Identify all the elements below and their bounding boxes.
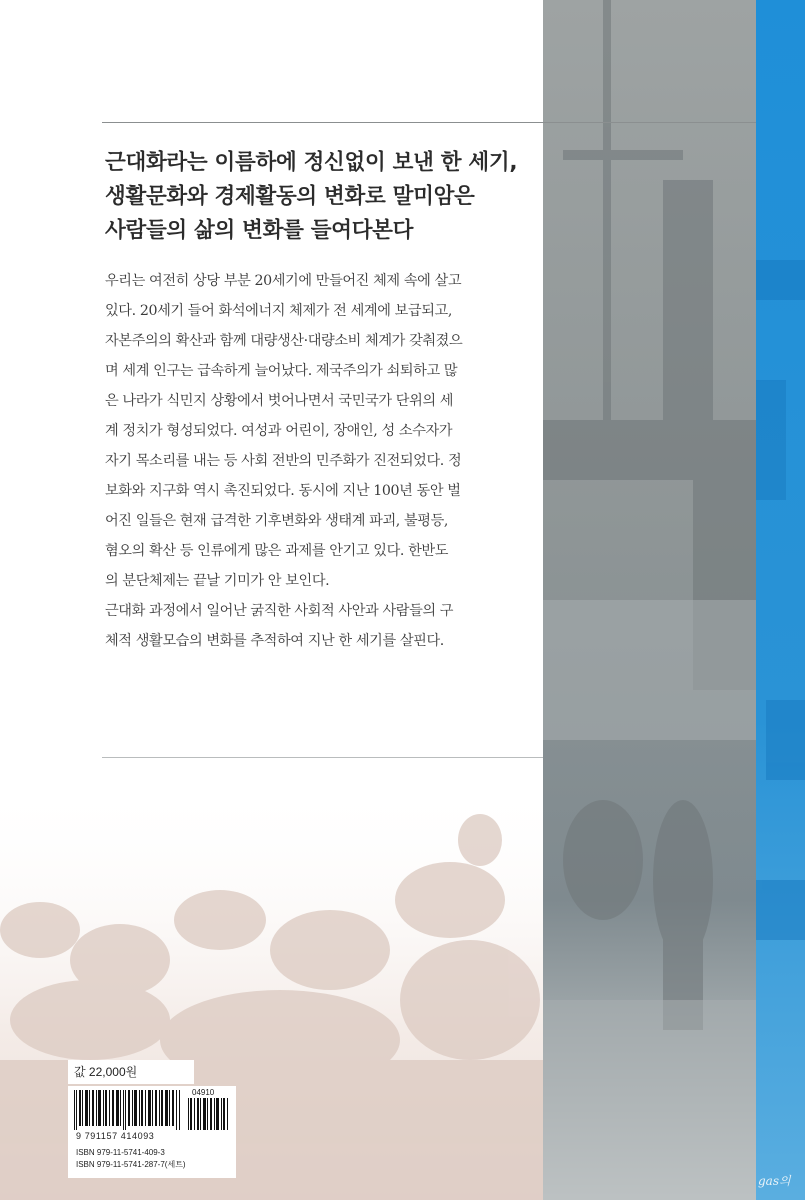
blue-strip-texture bbox=[756, 0, 805, 1200]
body-line: 우리는 여전히 상당 부분 20세기에 만들어진 체제 속에 살고 bbox=[105, 273, 462, 289]
addon-code: 04910 bbox=[192, 1088, 215, 1097]
publisher-logo: gas의 bbox=[758, 1174, 791, 1188]
ean-number: 9 791157 414093 bbox=[76, 1131, 155, 1141]
top-divider-line bbox=[102, 122, 756, 123]
headline-line: 근대화라는 이름하에 정신없이 보낸 한 세기, bbox=[105, 150, 518, 175]
blue-spine-strip bbox=[756, 0, 805, 1200]
body-line: 자본주의의 확산과 함께 대량생산·대량소비 체계가 갖춰졌으 bbox=[105, 333, 463, 349]
body-line: 계 정치가 형성되었다. 여성과 어린이, 장애인, 성 소수자가 bbox=[105, 423, 453, 439]
body-line: 자기 목소리를 내는 등 사회 전반의 민주화가 진전되었다. 정 bbox=[105, 453, 462, 469]
body-line: 있다. 20세기 들어 화석에너지 체제가 전 세계에 보급되고, bbox=[105, 303, 452, 319]
body-line: 보화와 지구화 역시 촉진되었다. 동시에 지난 100년 동안 벌 bbox=[105, 483, 461, 499]
gray-photo-panel bbox=[543, 0, 756, 1200]
body-line: 어진 일들은 현재 급격한 기후변화와 생태계 파괴, 불평등, bbox=[105, 513, 449, 529]
body-line: 혐오의 확산 등 인류에게 많은 과제를 안기고 있다. 한반도 bbox=[105, 543, 449, 559]
barcode-block bbox=[68, 1086, 236, 1178]
isbn-set-line: ISBN 979-11-5741-287-7(세트) bbox=[76, 1160, 186, 1169]
headline-line: 생활문화와 경제활동의 변화로 말미암은 bbox=[105, 184, 475, 209]
body-line: 근대화 과정에서 일어난 굵직한 사회적 사안과 사람들의 구 bbox=[105, 603, 454, 619]
body-line: 의 분단체제는 끝날 기미가 안 보인다. bbox=[105, 573, 330, 589]
isbn-line: ISBN 979-11-5741-409-3 bbox=[76, 1148, 165, 1157]
ean-barcode bbox=[74, 1090, 182, 1130]
body-line: 체적 생활모습의 변화를 추적하여 지난 한 세기를 살핀다. bbox=[105, 633, 444, 649]
street-scene-shapes bbox=[543, 0, 756, 1200]
bottom-divider-line bbox=[102, 757, 543, 758]
addon-barcode bbox=[188, 1098, 230, 1130]
body-line: 며 세계 인구는 급속하게 늘어났다. 제국주의가 쇠퇴하고 많 bbox=[105, 363, 458, 379]
price-label: 값 22,000원 bbox=[68, 1060, 194, 1084]
headline-line: 사람들의 삶의 변화를 들여다본다 bbox=[105, 218, 414, 243]
body-text bbox=[105, 266, 541, 656]
body-line: 은 나라가 식민지 상황에서 벗어나면서 국민국가 단위의 세 bbox=[105, 393, 454, 409]
headline bbox=[105, 146, 545, 248]
